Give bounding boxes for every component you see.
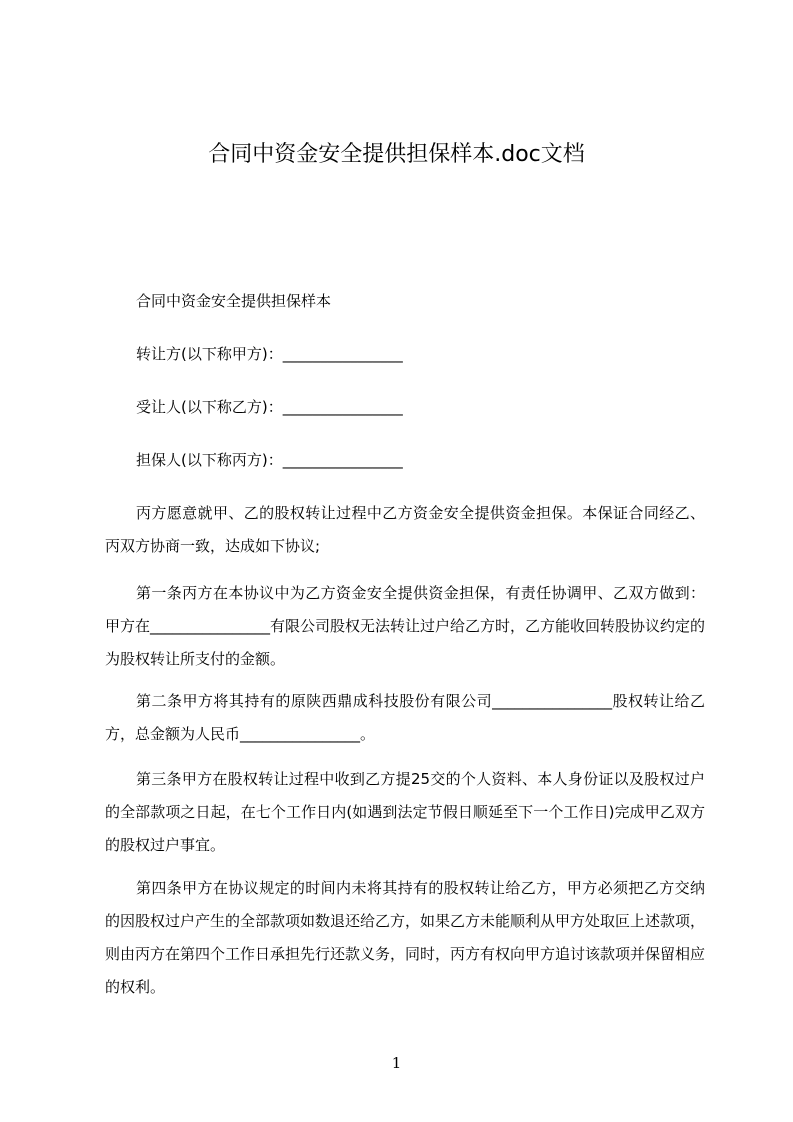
document-title: 合同中资金安全提供担保样本.doc文档 <box>208 142 585 167</box>
party-b-line: 受让人(以下称乙方)：________________ <box>136 398 403 416</box>
paragraph-article-2: 第二条甲方将其持有的原陕西鼎成科技股份有限公司________________股权转让给乙方，总金额为人民币________________。 <box>105 692 705 743</box>
paragraph-article-4: 第四条甲方在协议规定的时间内未将其持有的股权转让给乙方，甲方必须把乙方交纳的因股权过户产生的全部款项如数退还给乙方，如果乙方未能顺利从甲方处取叵上述款项，则由丙方在第四个工作日承担先行还款义务，同时，丙方有权向甲方追讨该款项并保留相应的权利。 <box>105 879 706 996</box>
document-subtitle: 合同中资金安全提供担保样本 <box>136 292 332 310</box>
page-number: 1 <box>391 1054 402 1072</box>
party-a-line: 转让方(以下称甲方)：________________ <box>136 345 403 363</box>
paragraph-article-3: 第三条甲方在股权转让过程中收到乙方提25交的个人资料、本人身份证以及股权过户的全部款项之日起，在七个工作日内(如遇到法定节假日顺延至下一个工作日)完成甲乙双方的股权过户事宜。 <box>105 770 705 854</box>
paragraph-intro: 丙方愿意就甲、乙的股权转让过程中乙方资金安全提供资金担保。本保证合同经乙、丙双方协商一致，达成如下协议; <box>105 504 705 555</box>
paragraph-article-1: 第一条丙方在本协议中为乙方资金安全提供资金担保，有责任协调甲、乙双方做到：甲方在________________有限公司股权无法转让过户给乙方时，乙方能收回转股协议约定的为股权转让所支付的金额。 <box>105 584 706 668</box>
party-c-line: 担保人(以下称丙方)：________________ <box>136 451 403 469</box>
